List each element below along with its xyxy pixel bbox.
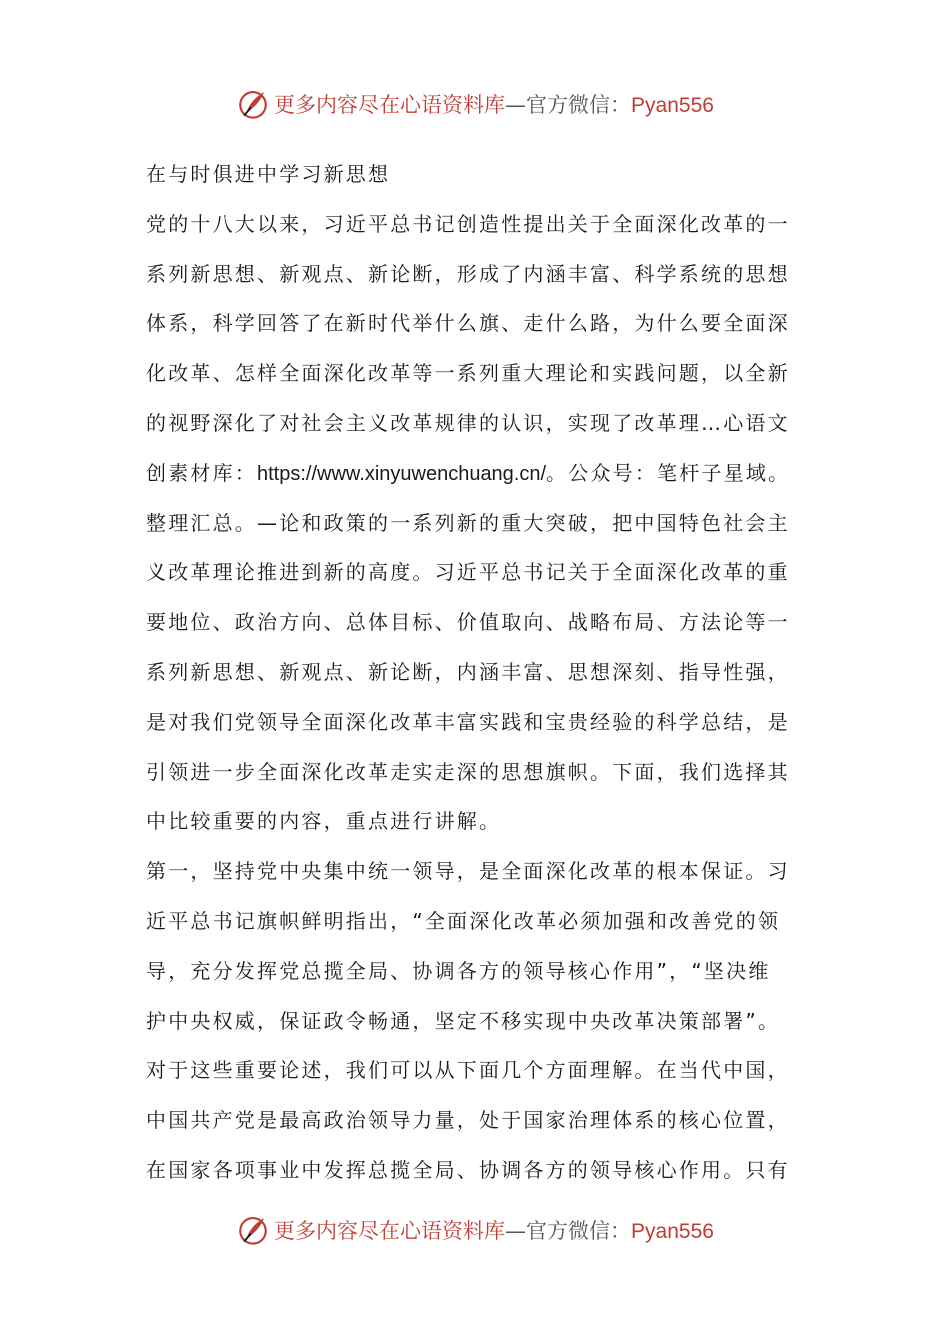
- header-banner: [0, 84, 950, 124]
- footer-banner: [0, 1210, 950, 1250]
- text-line: 引领进一步全面深化改革走实走深的思想旗帜。下面，我们选择其: [146, 759, 790, 784]
- header-banner-text: [274, 89, 714, 119]
- website-url: https://www.xinyuwenchuang.cn/: [257, 462, 547, 485]
- text-line: 导，充分发挥党总揽全局、协调各方的领导核心作用”，“坚决维: [146, 958, 771, 983]
- text-line: 中比较重要的内容，重点进行讲解。: [146, 809, 502, 834]
- article-body: [146, 150, 816, 1196]
- text-line: 护中央权威，保证政令畅通，坚定不移实现中央改革决策部署”。: [146, 1008, 781, 1033]
- text-line: 中国共产党是最高政治领导力量，处于国家治理体系的核心位置，: [146, 1108, 790, 1133]
- header-wechat-id: Pyan556: [631, 94, 714, 117]
- header-dash: —: [505, 93, 527, 117]
- header-brand-text: 更多内容尽在心语资料库: [274, 93, 506, 117]
- footer-wechat-id: Pyan556: [631, 1220, 714, 1243]
- quill-logo-icon: [236, 87, 270, 121]
- text-line: 整理汇总。—论和政策的一系列新的重大突破，把中国特色社会主: [146, 510, 790, 535]
- text-line: 是对我们党领导全面深化改革丰富实践和宝贵经验的科学总结，是: [146, 709, 790, 734]
- text-line: 体系，科学回答了在新时代举什么旗、走什么路，为什么要全面深: [146, 311, 790, 336]
- text-line: 系列新思想、新观点、新论断，形成了内涵丰富、科学系统的思想: [146, 261, 790, 286]
- text-line: 近平总书记旗帜鲜明指出，“全面深化改革必须加强和改善党的领: [146, 908, 781, 933]
- text-line: 要地位、政治方向、总体目标、价值取向、战略布局、方法论等一: [146, 610, 790, 635]
- text-segment: 创素材库：: [146, 460, 257, 485]
- text-line: 义改革理论推进到新的高度。习近平总书记关于全面深化改革的重: [146, 560, 790, 585]
- text-segment: 。公众号：笔杆子星域。: [546, 460, 791, 485]
- text-line: 党的十八大以来，习近平总书记创造性提出关于全面深化改革的一: [146, 211, 790, 236]
- footer-official-label: 官方微信：: [526, 1219, 632, 1243]
- footer-banner-text: [274, 1215, 714, 1245]
- text-line-with-url: [146, 449, 816, 499]
- quill-logo-icon: [236, 1213, 270, 1247]
- text-line: 化改革、怎样全面深化改革等一系列重大理论和实践问题，以全新: [146, 361, 790, 386]
- text-line: 的视野深化了对社会主义改革规律的认识，实现了改革理…心语文: [146, 410, 790, 435]
- article-title: 在与时俱进中学习新思想: [146, 162, 391, 186]
- text-line: 在国家各项事业中发挥总揽全局、协调各方的领导核心作用。只有: [146, 1157, 790, 1182]
- text-line: 第一，坚持党中央集中统一领导，是全面深化改革的根本保证。习: [146, 859, 790, 884]
- text-line: 系列新思想、新观点、新论断，内涵丰富、思想深刻、指导性强，: [146, 659, 790, 684]
- footer-brand-text: 更多内容尽在心语资料库: [274, 1219, 506, 1243]
- header-official-label: 官方微信：: [526, 93, 632, 117]
- footer-dash: —: [505, 1219, 527, 1243]
- text-line: 对于这些重要论述，我们可以从下面几个方面理解。在当代中国，: [146, 1058, 790, 1083]
